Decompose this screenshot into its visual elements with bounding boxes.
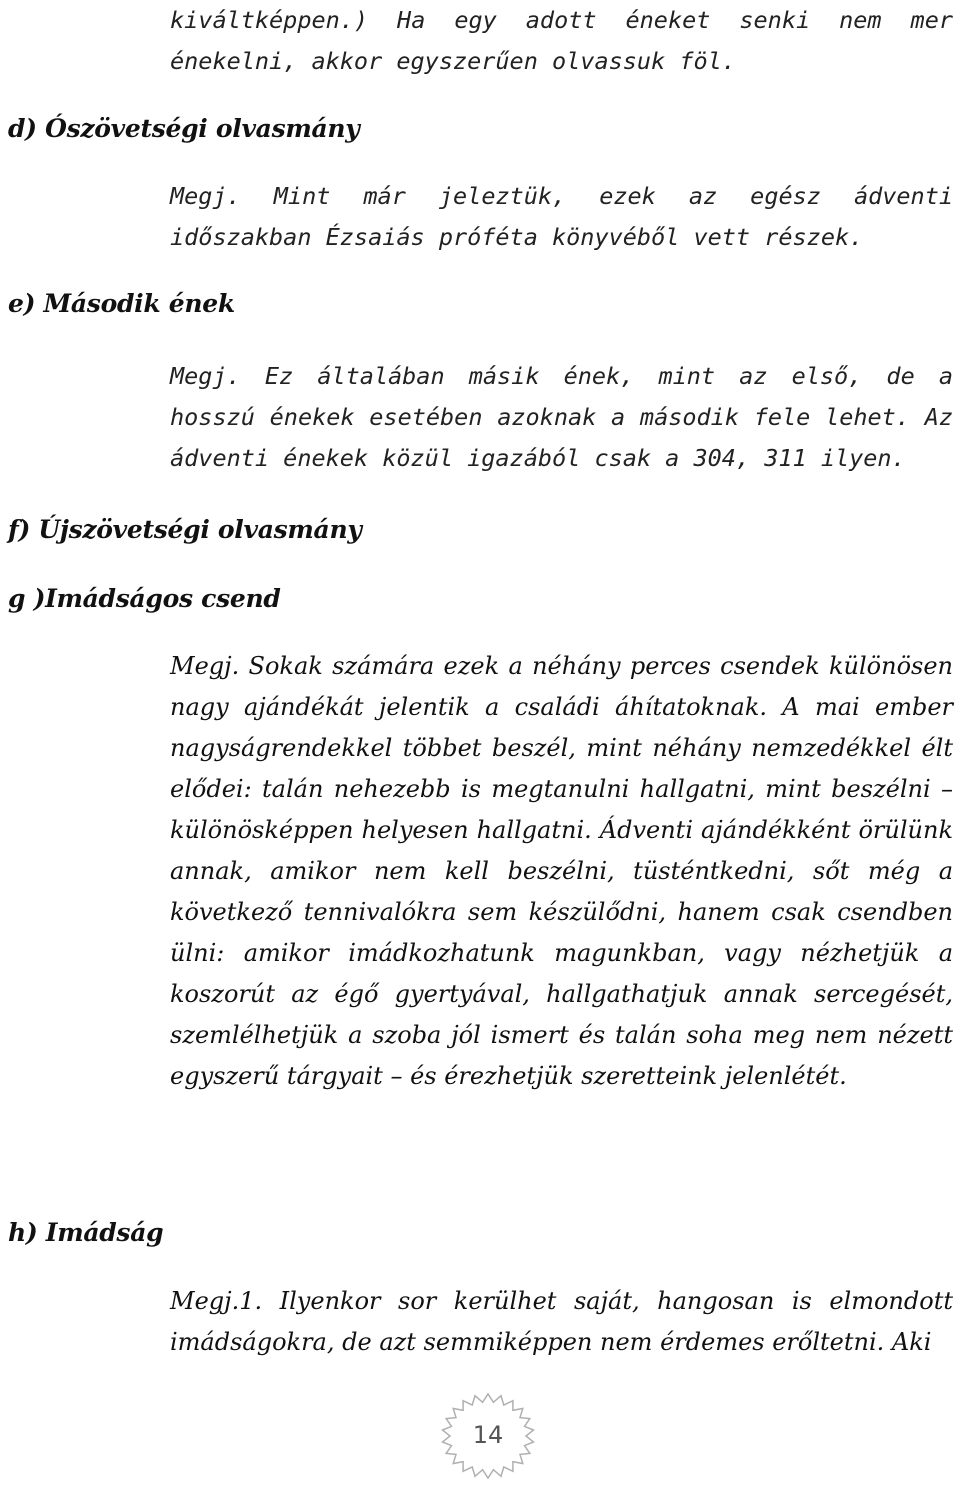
- heading-old-testament-reading: d) Ószövetségi olvasmány: [8, 114, 360, 143]
- prayer-note: Megj.1. Ilyenkor sor kerülhet saját, hangosan is elmondott imádságokra, de azt semmiképpen nem érdemes erőltetni. Aki: [170, 1287, 953, 1356]
- silence-note: Megj. Sokak számára ezek a néhány perces csendek különösen nagy ajándékát jelentik a családi áhítatoknak. A mai ember nagyságrendekkel többet beszél, mint néhány nemzedékkel élt elődei: talán nehezebb is megtanulni hallgatni, mint beszélni – különösképpen helyesen hallgatni. Ádventi ajándékként örülünk annak, amikor nem kell beszélni, tüsténtkedni, sőt még a következő tennivalókra sem készülődni, hanem csak csendben ülni: amikor imádkozhatunk magunkban, vagy nézhetjük a koszorút az égő gyertyával, hallgathatjuk annak sercegését, szemlélhetjük a szoba jól ismert és talán soha meg nem nézett egyszerű tárgyait – és érezhetjük szeretteink jelenlétét.: [170, 652, 953, 1090]
- intro-paragraph: kiváltképpen.) Ha egy adott éneket senki nem mer énekelni, akkor egyszerűen olvassuk föl.: [170, 6, 953, 75]
- heading-new-testament-reading: f) Újszövetségi olvasmány: [8, 515, 362, 544]
- old-testament-note: Megj. Mint már jeleztük, ezek az egész ádventi időszakban Ézsaiás próféta könyvéből vett részek.: [170, 182, 953, 251]
- page-number-badge: [418, 1382, 558, 1482]
- second-song-note: Megj. Ez általában másik ének, mint az első, de a hosszú énekek esetében azoknak a második fele lehet. Az ádventi énekek közül igazából csak a 304, 311 ilyen.: [170, 362, 953, 472]
- heading-second-song: e) Második ének: [8, 289, 235, 318]
- page-number: 14: [472, 1421, 504, 1449]
- heading-prayerful-silence: g )Imádságos csend: [8, 584, 281, 613]
- heading-prayer: h) Imádság: [8, 1218, 164, 1247]
